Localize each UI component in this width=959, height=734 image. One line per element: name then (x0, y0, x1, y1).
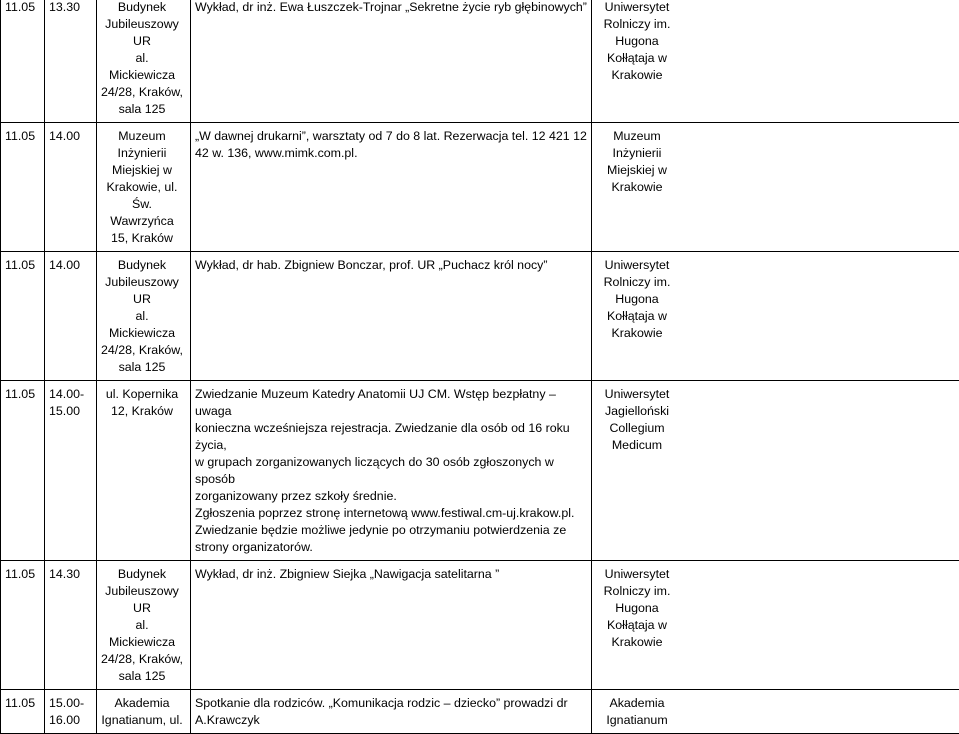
event-cell (191, 0, 592, 123)
table-row (1, 123, 959, 252)
organizer-cell (592, 381, 959, 561)
place: Muzeum Inżynierii Miejskiej w Krakowie, ul. Św. Wawrzyńca 15, Kraków (101, 128, 183, 247)
organizer: Akademia Ignatianum (596, 695, 678, 729)
organizer: Muzeum Inżynierii Miejskiej w Krakowie (596, 128, 678, 196)
time: 15.00- 16.00 (49, 695, 92, 729)
place-cell (97, 561, 191, 690)
time-cell (45, 123, 97, 252)
time-cell (45, 252, 97, 381)
time-cell (45, 690, 97, 734)
date: 11.05 (5, 695, 40, 712)
time: 14.00- 15.00 (49, 386, 92, 420)
date: 11.05 (5, 386, 40, 403)
date: 11.05 (5, 0, 40, 16)
event-cell (191, 381, 592, 561)
place: Akademia Ignatianum, ul. (101, 695, 183, 729)
place: ul. Kopernika 12, Kraków (101, 386, 183, 420)
organizer-cell (592, 252, 959, 381)
date-cell (1, 0, 45, 123)
organizer: Uniwersytet Rolniczy im. Hugona Kołłątaja w Krakowie (596, 0, 678, 84)
time: 14.00 (49, 128, 92, 145)
event-description: Wykład, dr inż. Zbigniew Siejka „Nawigacja satelitarna ” (195, 566, 587, 583)
time-cell (45, 381, 97, 561)
date-cell (1, 690, 45, 734)
event-description: Spotkanie dla rodziców. „Komunikacja rodzic – dziecko” prowadzi dr A.Krawczyk (195, 695, 587, 729)
event-cell (191, 690, 592, 734)
event-description: Wykład, dr inż. Ewa Łuszczek-Trojnar „Sekretne życie ryb głębinowych” (195, 0, 587, 16)
event-description: „W dawnej drukarni”, warsztaty od 7 do 8 lat. Rezerwacja tel. 12 421 12 42 w. 136, www.mimk.com.pl. (195, 128, 587, 162)
date: 11.05 (5, 128, 40, 145)
table-row (1, 690, 959, 734)
event-cell (191, 123, 592, 252)
table-row (1, 0, 959, 123)
place-cell (97, 690, 191, 734)
time: 14.00 (49, 257, 92, 274)
time: 13.30 (49, 0, 92, 16)
organizer-cell (592, 0, 959, 123)
date-cell (1, 252, 45, 381)
table-row (1, 381, 959, 561)
event-description: Wykład, dr hab. Zbigniew Bonczar, prof. UR „Puchacz król nocy” (195, 257, 587, 274)
date: 11.05 (5, 257, 40, 274)
organizer: Uniwersytet Rolniczy im. Hugona Kołłątaja w Krakowie (596, 257, 678, 342)
organizer-cell (592, 690, 959, 734)
organizer-cell (592, 561, 959, 690)
organizer-cell (592, 123, 959, 252)
organizer: Uniwersytet Jagielloński Collegium Medicum (596, 386, 678, 454)
event-description: Zwiedzanie Muzeum Katedry Anatomii UJ CM. Wstęp bezpłatny – uwaga konieczna wcześniejsza rejestracja. Zwiedzanie dla osób od 16 roku życia, w grupach zorganizowanych liczących do 30 osób zgłoszonych w sposób zorganizowany przez szkoły średnie. Zgłoszenia poprzez stronę internetową www.festiwal.cm-uj.krakow.pl. Zwiedzanie będzie możliwe jedynie po otrzymaniu potwierdzenia ze strony organizatorów. (195, 386, 587, 556)
date-cell (1, 123, 45, 252)
place: Budynek Jubileuszowy UR al. Mickiewicza 24/28, Kraków, sala 125 (101, 0, 183, 118)
place: Budynek Jubileuszowy UR al. Mickiewicza 24/28, Kraków, sala 125 (101, 566, 183, 685)
place-cell (97, 381, 191, 561)
place-cell (97, 252, 191, 381)
event-cell (191, 252, 592, 381)
table-row (1, 561, 959, 690)
time: 14.30 (49, 566, 92, 583)
place: Budynek Jubileuszowy UR al. Mickiewicza 24/28, Kraków, sala 125 (101, 257, 183, 376)
event-cell (191, 561, 592, 690)
time-cell (45, 0, 97, 123)
time-cell (45, 561, 97, 690)
organizer: Uniwersytet Rolniczy im. Hugona Kołłątaja w Krakowie (596, 566, 678, 651)
date-cell (1, 381, 45, 561)
place-cell (97, 0, 191, 123)
table-row (1, 252, 959, 381)
date-cell (1, 561, 45, 690)
date: 11.05 (5, 566, 40, 583)
place-cell (97, 123, 191, 252)
